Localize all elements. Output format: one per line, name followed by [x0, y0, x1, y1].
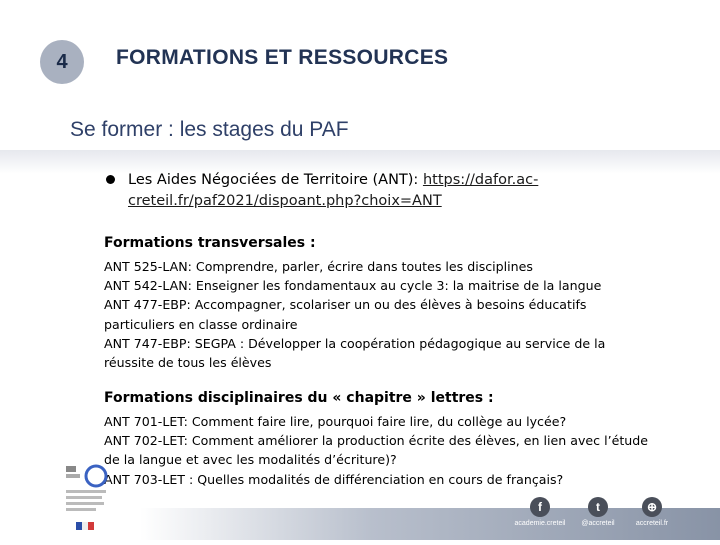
list-item: ANT 542-LAN: Enseigner les fondamentaux au cycle 3: la maitrise de la langue — [104, 278, 602, 294]
bullet-text — [128, 170, 576, 212]
list-item: réussite de tous les élèves — [104, 355, 272, 371]
ant-link-continued[interactable]: creteil.fr/paf2021/dispoant.php?choix=ANT — [128, 193, 442, 209]
social-label: accreteil.fr — [635, 520, 669, 527]
list-item: particuliers en classe ordinaire — [104, 316, 298, 332]
transversal-block — [104, 235, 664, 372]
list-item: ANT 701-LET: Comment faire lire, pourquoi faire lire, du collège au lycée? — [104, 414, 567, 429]
list-item: ANT 525-LAN: Comprendre, parler, écrire dans toutes les disciplines — [104, 259, 533, 274]
ant-bullet — [106, 170, 576, 212]
social-twitter[interactable] — [568, 497, 628, 527]
list-item: ANT 747-EBP: SEGPA : Développer la coopération pédagogique au service de la — [104, 335, 606, 351]
ant-link[interactable]: https://dafor.ac- — [422, 172, 539, 188]
page-subtitle: Se former : les stages du PAF — [70, 118, 349, 141]
section-number: 4 — [40, 40, 84, 84]
disciplinary-block — [104, 390, 664, 489]
social-label: academie.creteil — [514, 520, 566, 527]
list-item: ANT 477-EBP: Accompagner, scolariser un ou des élèves à besoins éducatifs — [104, 297, 587, 313]
disciplinary-title: Formations disciplinaires du « chapitre » lettres : — [104, 390, 494, 406]
bullet-label: Les Aides Négociées de Territoire (ANT): — [128, 172, 423, 188]
facebook-icon: f — [530, 497, 550, 517]
transversal-title: Formations transversales : — [104, 235, 316, 251]
twitter-icon: t — [588, 497, 608, 517]
dribbble-icon: ⊕ — [642, 497, 662, 517]
list-item: ANT 703-LET : Quelles modalités de différenciation en cours de français? — [104, 471, 564, 487]
ministry-logo-icon — [62, 462, 132, 540]
section-title: FORMATIONS ET RESSOURCES — [116, 46, 449, 69]
list-item: ANT 702-LET: Comment améliorer la production écrite des élèves, en lien avec l’étude — [104, 433, 648, 449]
social-label: @accreteil — [581, 520, 615, 527]
bullet-icon — [106, 175, 115, 184]
social-facebook[interactable] — [510, 497, 570, 527]
social-website[interactable] — [622, 497, 682, 527]
list-item: de la langue et avec les modalités d’écriture)? — [104, 452, 397, 468]
ministry-logo — [62, 462, 132, 540]
